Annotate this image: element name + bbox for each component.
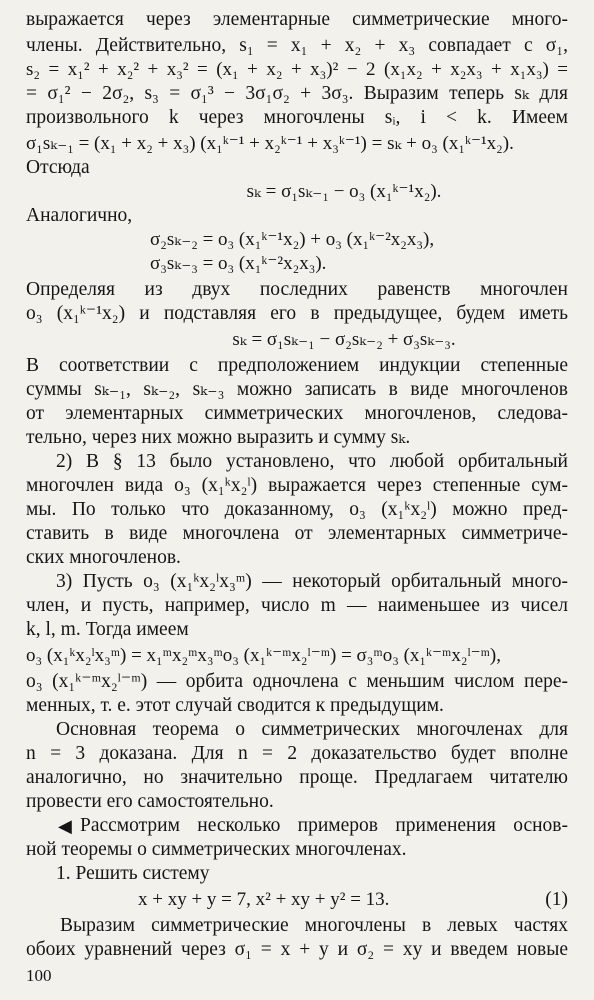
text-line: В соответствии с предположением индукции степенные: [26, 355, 568, 376]
text-line: произвольного k через многочлены sᵢ, i < k. Имеем: [26, 107, 568, 128]
text-line: Отсюда: [26, 157, 90, 178]
text-line: s₂ = x₁² + x₂² + x₃² = (x₁ + x₂ + x₃)² − 2 (x₁x₂ + x₂x₃ + x₁x₃) =: [26, 59, 568, 80]
text-line: провести его самостоятельно.: [26, 791, 274, 812]
text-line: ной теоремы о симметрических многочленах.: [26, 839, 407, 860]
text-line: = σ₁² − 2σ₂, s₃ = σ₁³ − 3σ₁σ₂ + 3σ₃. Выразим теперь sₖ для: [26, 83, 568, 104]
text-line: Выразим симметрические многочлены в левых частях: [60, 915, 568, 936]
text-line: мы. По только что доказанному, o₃ (x₁ᵏx₂ˡ) можно пред-: [26, 499, 568, 520]
text-line: 1. Решить систему: [56, 863, 210, 884]
equation-number: (1): [545, 889, 568, 910]
page-number: 100: [26, 966, 52, 985]
text-line: 2) В § 13 было установлено, что любой орбитальный: [56, 451, 568, 472]
text-line: тельно, через них можно выразить и сумму sₖ.: [26, 427, 411, 448]
equation: sₖ = σ₁sₖ₋₁ − σ₂sₖ₋₂ + σ₃sₖ₋₃.: [232, 329, 456, 350]
text-line: Рассмотрим несколько примеров применения основ-: [80, 815, 568, 836]
text-line: суммы sₖ₋₁, sₖ₋₂, sₖ₋₃ можно записать в виде многочленов: [26, 379, 568, 400]
text-line: o₃ (x₁ᵏ⁻ᵐx₂ˡ⁻ᵐ) — орбита одночлена с меньшим числом пере-: [26, 671, 568, 692]
text-line: аналогично, но значительно проще. Предлагаем читателю: [26, 767, 568, 788]
triangle-icon: ◀: [58, 816, 72, 836]
text-line: менных, т. е. этот случай сводится к предыдущим.: [26, 695, 444, 716]
equation: σ₂sₖ₋₂ = o₃ (x₁ᵏ⁻¹x₂) + o₃ (x₁ᵏ⁻²x₂x₃),: [150, 229, 435, 250]
equation: sₖ = σ₁sₖ₋₁ − o₃ (x₁ᵏ⁻¹x₂).: [246, 181, 442, 202]
equation: σ₁sₖ₋₁ = (x₁ + x₂ + x₃) (x₁ᵏ⁻¹ + x₂ᵏ⁻¹ + x₃ᵏ⁻¹) = sₖ + o₃ (x₁ᵏ⁻¹x₂).: [26, 133, 514, 154]
text-line: обоих уравнений через σ₁ = x + y и σ₂ = xy и введем новые: [26, 939, 568, 960]
text-line: o₃ (x₁ᵏ⁻¹x₂) и подставляя его в предыдущее, будем иметь: [26, 303, 568, 324]
text-line: выражается через элементарные симметрические много-: [26, 9, 568, 30]
text-line: k, l, m. Тогда имеем: [26, 619, 189, 640]
equation: σ₃sₖ₋₃ = o₃ (x₁ᵏ⁻²x₂x₃).: [150, 253, 327, 274]
text-line: члены. Действительно, s₁ = x₁ + x₂ + x₃ совпадает с σ₁,: [26, 35, 568, 56]
text-line: Аналогично,: [26, 205, 133, 226]
text-line: Основная теорема о симметрических многочленах для: [56, 719, 568, 740]
text-line: ставить в виде многочлена от элементарных симметриче-: [26, 523, 568, 544]
text-line: от элементарных симметрических многочленов, следова-: [26, 403, 568, 424]
equation: o₃ (x₁ᵏx₂ˡx₃ᵐ) = x₁ᵐx₂ᵐx₃ᵐo₃ (x₁ᵏ⁻ᵐx₂ˡ⁻ᵐ) = σ₃ᵐo₃ (x₁ᵏ⁻ᵐx₂ˡ⁻ᵐ),: [26, 645, 502, 666]
text-line: многочлен вида o₃ (x₁ᵏx₂ˡ) выражается через степенные сум-: [26, 475, 568, 496]
text-line: ских многочленов.: [26, 547, 181, 568]
equation: x + xy + y = 7, x² + xy + y² = 13.: [138, 889, 390, 910]
text-line: член, и пусть, например, число m — наименьшее из чисел: [26, 595, 568, 616]
text-line: 3) Пусть o₃ (x₁ᵏx₂ˡx₃ᵐ) — некоторый орбитальный много-: [56, 571, 568, 592]
text-line: n = 3 доказана. Для n = 2 доказательство будет вполне: [26, 743, 568, 764]
text-line: Определяя из двух последних равенств многочлен: [26, 279, 568, 300]
